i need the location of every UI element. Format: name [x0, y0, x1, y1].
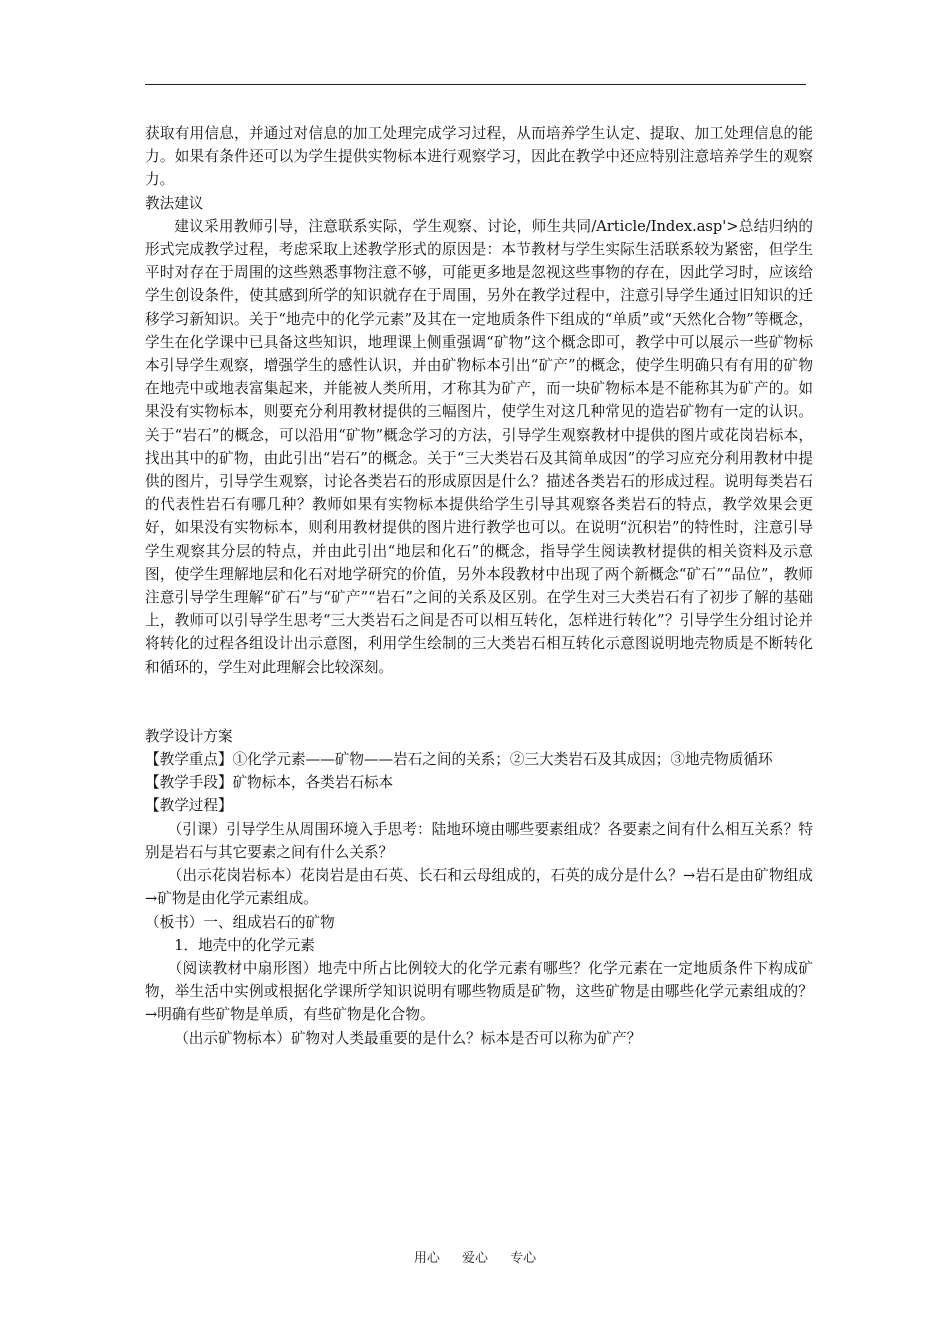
- paragraph-continued: 获取有用信息，并通过对信息的加工处理完成学习过程，从而培养学生认定、提取、加工处理信息的能力。如果有条件还可以为学生提供实物标本进行观察学习，因此在教学中还应特别注意培养学生的观察力。: [145, 125, 813, 189]
- teaching-process-heading: 【教学过程】: [145, 797, 233, 815]
- teaching-means: 【教学手段】矿物标本，各类岩石标本: [145, 774, 394, 792]
- paragraph-teaching-method: 建议采用教师引导，注意联系实际，学生观察、讨论，师生共同/Article/Index.asp'>总结归纳的形式完成教学过程，考虑采取上述教学形式的原因是：本节教材与学生实际生活联系较为紧密，但学生平时对存在于周围的这些熟悉事物注意不够，可能更多地是忽视这些事物的存在，因此学习时，应该给学生创设条件，使其感到所学的知识就存在于周围，另外在教学过程中，注意引导学生通过旧知识的迁移学习新知识。关于“地壳中的化学元素”及其在一定地质条件下组成的“单质”或“天然化合物”等概念，学生在化学课中已具备这些知识，地理课上侧重强调“矿物”这个概念即可，教学中可以展示一些矿物标本引导学生观察，增强学生的感性认识，并由矿物标本引出“矿产”的概念，使学生明确只有有用的矿物在地壳中或地表富集起来，并能被人类所用，才称其为矿产，而一块矿物标本是不能称其为矿产的。如果没有实物标本，则要充分利用教材提供的三幅图片，使学生对这几种常见的造岩矿物有一定的认识。关于“岩石”的概念，可以沿用“矿物”概念学习的方法，引导学生观察教材中提供的图片或花岗岩标本，找出其中的矿物，由此引出“岩石”的概念。关于“三大类岩石及其简单成因”的学习应充分利用教材中提供的图片，引导学生观察，讨论各类岩石的形成原因是什么？描述各类岩石的形成过程。说明每类岩石的代表性岩石有哪几种？教师如果有实物标本提供给学生引导其观察各类岩石的特点，教学效果会更好，如果没有实物标本，则利用教材提供的图片进行教学也可以。在说明“沉积岩”的特性时，注意引导学生观察其分层的特点，并由此引出“地层和化石”的概念，指导学生阅读教材提供的相关资料及示意图，使学生理解地层和化石对地学研究的价值，另外本段教材中出现了两个新概念“矿石”“品位”，教师注意引导学生理解“矿石”与“矿产”“岩石”之间的关系及区别。在学生对三大类岩石有了初步了解的基础上，教师可以引导学生思考“三大类岩石之间是否可以相互转化，怎样进行转化”？引导学生分组讨论并将转化的过程各组设计出示意图，利用学生绘制的三大类岩石相互转化示意图说明地壳物质是不断转化和循环的，学生对此理解会比较深刻。: [145, 217, 813, 676]
- page-footer: 用心 爱心 专心: [413, 1251, 537, 1266]
- key-points: 【教学重点】①化学元素——矿物——岩石之间的关系；②三大类岩石及其成因；③地壳物质循环: [145, 751, 773, 769]
- reading-paragraph: （阅读教材中扇形图）地壳中所占比例较大的化学元素有哪些？化学元素在一定地质条件下构成矿物，举生活中实例或根据化学课所学知识说明有哪些物质是矿物，这些矿物是由哪些化学元素组成的？→明确有些矿物是单质，有些矿物是化合物。: [145, 959, 813, 1024]
- section-gap: [145, 679, 813, 725]
- subheading-chemical-elements: 1．地壳中的化学元素: [174, 936, 315, 954]
- intro-paragraph: （引课）引导学生从周围环境入手思考：陆地环境由哪些要素组成？各要素之间有什么相互关系？特别是岩石与其它要素之间有什么关系？: [145, 820, 813, 861]
- granite-paragraph: （出示花岗岩标本）花岗岩是由石英、长石和云母组成的，石英的成分是什么？→岩石是由矿物组成→矿物是由化学元素组成。: [145, 867, 813, 908]
- board-heading: （板书）一、组成岩石的矿物: [145, 913, 335, 931]
- section-heading-design-plan: 教学设计方案: [145, 727, 233, 745]
- mineral-paragraph: （出示矿物标本）矿物对人类最重要的是什么？标本是否可以称为矿产？: [174, 1029, 642, 1047]
- header-rule: [145, 84, 806, 85]
- section-heading-teaching-suggestions: 教法建议: [145, 194, 204, 212]
- document-body: [145, 122, 813, 1050]
